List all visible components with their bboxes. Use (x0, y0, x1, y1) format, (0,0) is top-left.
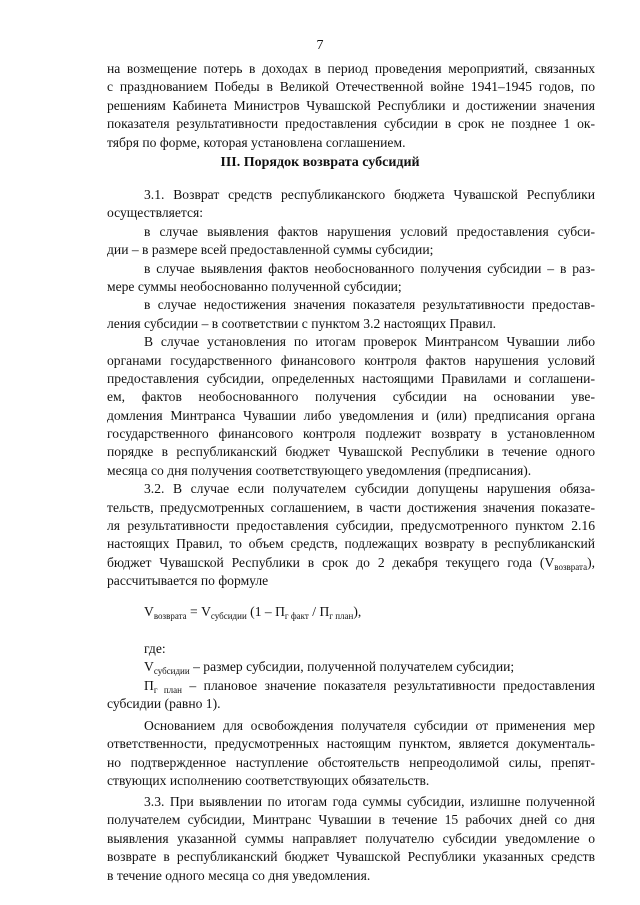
text-line: возврате в республиканский бюджет Чувашской Республики указанных средств (107, 849, 595, 865)
text-line: В случае установления по итогам проверок Минтрансом Чувашии либо (144, 334, 595, 350)
text-line: в течение одного месяца со дня уведомления. (107, 867, 371, 883)
text-line: 3.3. При выявлении по итогам года суммы субсидии, излишне полученной (144, 794, 595, 809)
where-label: где: (144, 641, 166, 656)
text-line: органами государственного финансового контроля фактов нарушения условий (107, 352, 595, 368)
text-line: 3.1. Возврат средств республиканского бюджета Чувашской Республики (144, 187, 595, 202)
text-line: настоящих Правил, то объем средств, подлежащих возврату в республиканский (107, 536, 595, 552)
section-3-3-paragraph (107, 793, 595, 885)
text-line: осуществляется: (107, 205, 204, 221)
text-line: ответственности, предусмотренных настоящим пунктом, является документаль- (107, 736, 595, 752)
formula-intro: рассчитывается по формуле (107, 573, 269, 589)
intro-line: на возмещение потерь в доходах в период проведения мероприятий, связанных (107, 61, 595, 76)
text-line: ствующих исполнению соответствующих обязательств. (107, 773, 430, 789)
intro-line: с празднованием Победы в Великой Отечественной войне 1941–1945 годов, по (107, 79, 595, 95)
intro-line: решениям Кабинета Министров Чувашской Республики и достижении значения (107, 97, 595, 113)
budget-line (107, 554, 595, 591)
text-line: 3.2. В случае если получателем субсидии допущены нарушения обяза- (144, 481, 595, 497)
formula: $V_{возврата} = V_{субсидии}$ $(1 - П_{г факт} / П_{г план})$, (144, 604, 362, 621)
text-line: дии – в размере всей предоставленной суммы субсидии; (107, 242, 434, 258)
text-line: ля результативности предоставления субсидии, предусмотренного пунктом 2.16 (107, 518, 595, 534)
definition-v-subsidy: $V_{субсидии}$ – размер субсидии, полученной получателем субсидии; (144, 659, 515, 677)
text-line: выявления указанной суммы направляет получателю субсидии уведомление о (107, 830, 595, 846)
text-line: в случае выявления фактов необоснованного получения субсидии – в раз- (144, 260, 595, 276)
text-line: месяца со дня получения соответствующего уведомления (предписания). (107, 462, 532, 478)
intro-paragraph (107, 60, 595, 152)
text-line: но подтвержденное наступление обстоятельств непреодолимой силы, препят- (107, 754, 595, 770)
text-line: в случае выявления фактов нарушения условий предоставления субси- (144, 223, 595, 239)
formula-definitions (107, 640, 595, 714)
basis-paragraph (107, 717, 595, 791)
text-line: Основанием для освобождения получателя субсидии от применения мер (144, 718, 595, 733)
text-line: ления субсидии – в соответствии с пунктом 3.2 настоящих Правил. (107, 315, 497, 331)
text-line: домления Минтранса Чувашии либо уведомления и (или) предписания органа (107, 407, 595, 423)
page-number: 7 (316, 38, 324, 53)
section-body (107, 186, 595, 554)
intro-line: показателя результативности предоставления субсидии в срок не позднее 1 ок- (107, 116, 595, 132)
text-line: в случае недостижения значения показателя результативности предостав- (144, 297, 595, 313)
text-line: мере суммы необоснованно полученной субсидии; (107, 278, 402, 294)
text-line: порядке в республиканский бюджет Чувашской Республики в течение одного (107, 444, 595, 460)
intro-line: тября по форме, которая установлена соглашением. (107, 134, 406, 150)
text-line: тельств, предусмотренных соглашением, в части достижения значения показате- (107, 499, 595, 515)
text-line: предоставления субсидии, определенных настоящими Правилами и соглашени- (107, 370, 595, 386)
text-line: получателем субсидии, Минтранс Чувашии в течение 15 рабочих дней со дня (107, 812, 595, 828)
text-line: ем, фактов необоснованного получения субсидии на основании уве- (107, 389, 595, 405)
definition-p-plan: $П_{г план}$ – плановое значение показателя результативности предоставления (144, 677, 595, 695)
text-line: государственного финансового контроля подлежит возврату в установленном (107, 426, 595, 442)
section-heading: III. Порядок возврата субсидий (220, 155, 420, 170)
definition-p-plan-cont: субсидии (равно 1). (107, 696, 221, 712)
budget-line-text: бюджет Чувашской Республики в срок до 2 декабря текущего года $(V_{возврата})$, (107, 555, 595, 572)
